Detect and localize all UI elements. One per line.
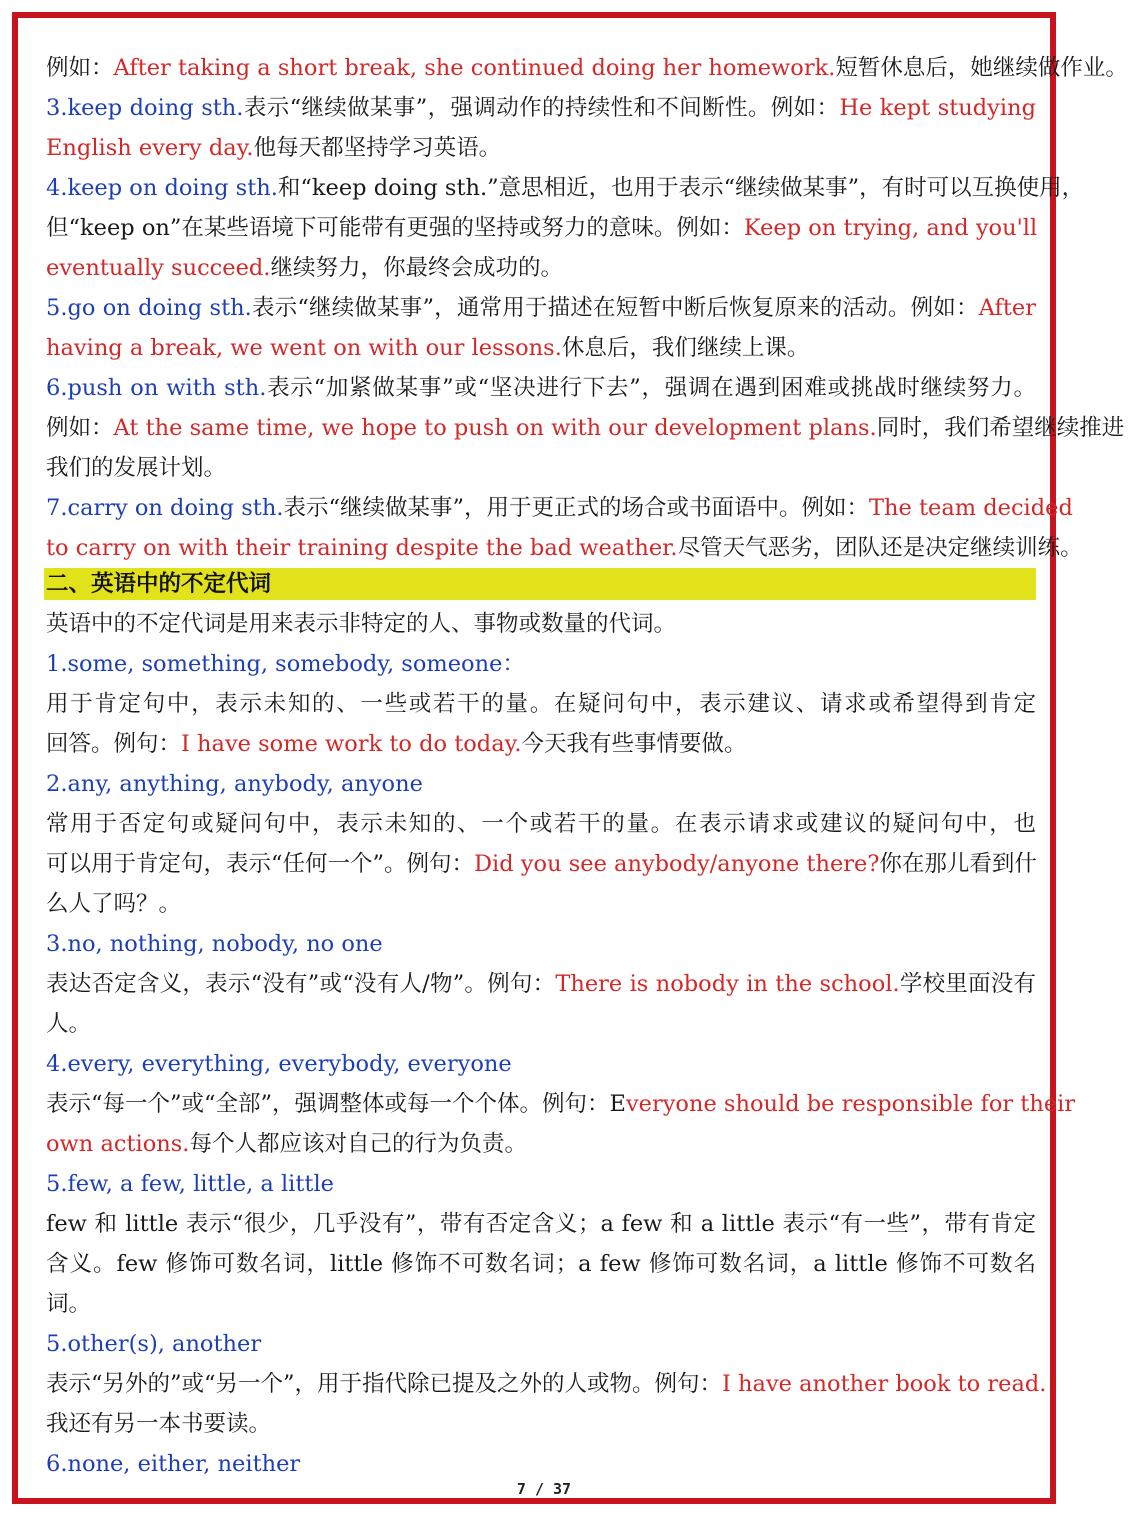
text-line	[46, 1244, 1036, 1284]
body-text: 他每天都坚持学习英语。	[253, 135, 502, 161]
text-line	[46, 88, 1036, 128]
body-text: 例如：	[46, 415, 114, 441]
text-line	[46, 328, 1036, 368]
example-sentence: I have some work to do today.	[181, 731, 522, 757]
example-sentence: I have another book to read.	[722, 1371, 1047, 1397]
body-text: 和“keep doing sth.”意思相近，也用于表示“继续做某事”，有时可以互换使用，	[277, 175, 1085, 201]
body-text: 学校里面没有	[899, 971, 1036, 997]
text-line	[46, 1444, 1036, 1484]
body-text: 表示“加紧做某事”或“坚决进行下去”，强调在遇到困难或挑战时继续努力。	[266, 375, 1036, 401]
term-text: 3.keep doing sth.	[46, 95, 244, 121]
text-line	[46, 844, 1036, 884]
text-line	[46, 168, 1085, 208]
text-line	[46, 1324, 1036, 1364]
example-sentence: Did you see anybody/anyone there?	[474, 851, 880, 877]
body-text: 么人了吗？。	[46, 891, 182, 917]
body-text: 表示“继续做某事”，通常用于描述在短暂中断后恢复原来的活动。例如：	[251, 295, 979, 321]
text-line	[46, 1124, 1036, 1164]
text-line	[46, 1004, 1036, 1044]
text-line	[46, 1284, 1036, 1324]
example-sentence: After	[978, 295, 1036, 321]
body-text: 表示“每一个”或“全部”，强调整体或每一个个体。例句：E	[46, 1091, 626, 1117]
example-sentence: eventually succeed.	[46, 255, 271, 281]
text-line	[46, 604, 1036, 644]
text-line	[46, 408, 1125, 448]
body-text: 表示“另外的”或“另一个”，用于指代除已提及之外的人或物。例句：	[46, 1371, 723, 1397]
example-sentence: He kept studying	[839, 95, 1036, 121]
body-text: 尽管天气恶劣，团队还是决定继续训练。	[677, 535, 1083, 561]
text-line	[46, 1044, 1036, 1084]
example-sentence: At the same time, we hope to push on with our development plans.	[113, 415, 877, 441]
text-line	[46, 924, 1036, 964]
body-text: 短暂休息后，她继续做作业。	[835, 55, 1128, 81]
text-line	[46, 488, 1073, 528]
body-text: 常用于否定句或疑问句中，表示未知的、一个或若干的量。在表示请求或建议的疑问句中，也	[46, 811, 1036, 837]
text-line	[46, 248, 1036, 288]
text-line	[46, 208, 1036, 248]
example-sentence: English every day.	[46, 135, 254, 161]
text-line	[46, 1364, 1047, 1404]
document-body	[46, 48, 1128, 1484]
body-text: 我们的发展计划。	[46, 455, 227, 481]
body-text: 英语中的不定代词是用来表示非特定的人、事物或数量的代词。	[46, 611, 677, 637]
body-text: 表示“继续做某事”，用于更正式的场合或书面语中。例如：	[283, 495, 869, 521]
body-text: 同时，我们希望继续推进	[876, 415, 1125, 441]
body-text: 可以用于肯定句，表示“任何一个”。例句：	[46, 851, 475, 877]
term-text: 5.go on doing sth.	[46, 295, 252, 321]
text-line	[46, 48, 1128, 88]
body-text: 表达否定含义，表示“没有”或“没有人/物”。例句：	[46, 971, 556, 997]
body-text: 我还有另一本书要读。	[46, 1411, 272, 1437]
body-text: 用于肯定句中，表示未知的、一些或若干的量。在疑问句中，表示建议、请求或希望得到肯定	[46, 691, 1036, 717]
text-line	[46, 1204, 1036, 1244]
text-line	[46, 1084, 1076, 1124]
body-text: 人。	[46, 1011, 92, 1037]
text-line	[46, 644, 1036, 684]
term-text: 7.carry on doing sth.	[46, 495, 284, 521]
example-sentence: After taking a short break, she continued doing her homework.	[113, 55, 836, 81]
body-text: 你在那儿看到什	[879, 851, 1037, 877]
body-text: 休息后，我们继续上课。	[561, 335, 810, 361]
body-text: 词。	[46, 1291, 92, 1317]
term-text: 1.some, something, somebody, someone：	[46, 651, 525, 677]
term-text: 4.every, everything, everybody, everyone	[46, 1051, 512, 1077]
body-text: 继续努力，你最终会成功的。	[270, 255, 563, 281]
example-sentence: own actions.	[46, 1131, 190, 1157]
text-line	[46, 764, 1036, 804]
example-sentence: The team decided	[869, 495, 1073, 521]
text-line	[46, 288, 1036, 328]
body-text: 今天我有些事情要做。	[521, 731, 747, 757]
text-line	[46, 724, 1036, 764]
term-text: 4.keep on doing sth.	[46, 175, 278, 201]
body-text: 但“keep on”在某些语境下可能带有更强的坚持或努力的意味。例如：	[46, 215, 744, 241]
body-text: 每个人都应该对自己的行为负责。	[189, 1131, 527, 1157]
page-number: 7 / 37	[516, 1480, 572, 1498]
example-sentence: veryone should be responsible for their	[625, 1091, 1076, 1117]
text-line	[46, 804, 1036, 844]
term-text: 5.other(s), another	[46, 1331, 262, 1357]
term-text: 6.push on with sth.	[46, 375, 267, 401]
text-line	[46, 128, 1036, 168]
term-text: 6.none, either, neither	[46, 1451, 301, 1477]
text-line	[46, 448, 1036, 488]
term-text: 5.few, a few, little, a little	[46, 1171, 334, 1197]
body-text: 例如：	[46, 55, 114, 81]
text-line	[46, 368, 1036, 408]
text-line	[46, 1164, 1036, 1204]
text-line	[46, 684, 1036, 724]
body-text: few 和 little 表示“很少，几乎没有”，带有否定含义；a few 和 a little 表示“有一些”，带有肯定	[46, 1211, 1036, 1237]
example-sentence: having a break, we went on with our lessons.	[46, 335, 562, 361]
body-text: 表示“继续做某事”，强调动作的持续性和不间断性。例如：	[243, 95, 840, 121]
example-sentence: to carry on with their training despite the bad weather.	[46, 535, 678, 561]
example-sentence: There is nobody in the school.	[555, 971, 900, 997]
example-sentence: Keep on trying, and you'll	[743, 215, 1038, 241]
text-line	[46, 884, 1036, 924]
term-text: 3.no, nothing, nobody, no one	[46, 931, 383, 957]
body-text: 回答。例句：	[46, 731, 182, 757]
body-text: 含义。few 修饰可数名词，little 修饰不可数名词；a few 修饰可数名词，a little 修饰不可数名	[46, 1251, 1036, 1277]
text-line	[46, 1404, 1036, 1444]
text-line	[46, 528, 1083, 568]
section-heading: 二、英语中的不定代词	[44, 568, 1036, 600]
text-line	[46, 964, 1036, 1004]
term-text: 2.any, anything, anybody, anyone	[46, 771, 423, 797]
